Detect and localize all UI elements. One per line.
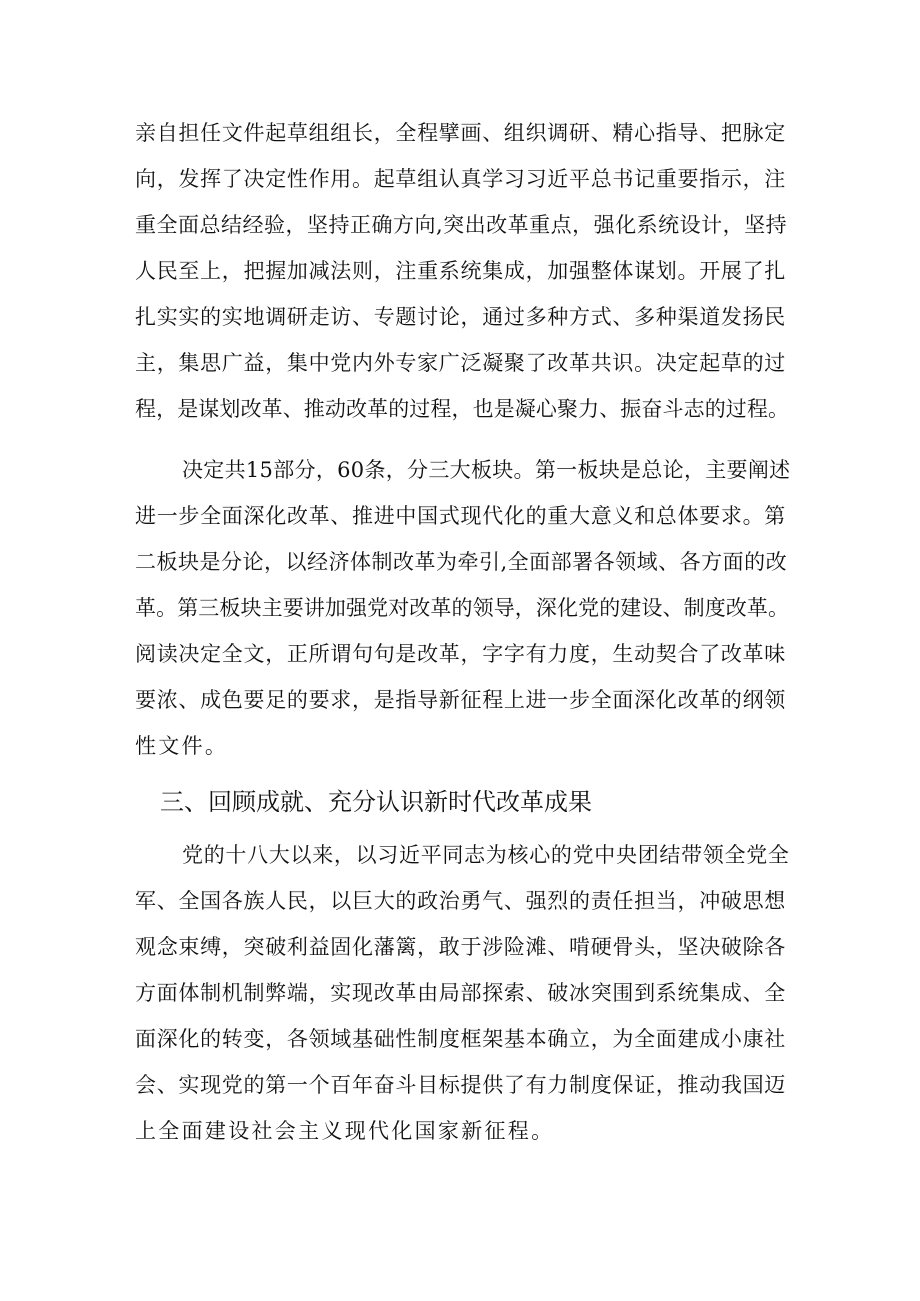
paragraph-3-line-2: 军、全国各族人民，以巨大的政治勇气、强烈的责任担当，冲破思想 [135, 889, 786, 913]
paragraph-2-line-7: 性文件。 [135, 734, 229, 758]
paragraph-2-line-5: 阅读决定全文，正所谓句句是改革，字字有力度，生动契合了改革味 [135, 642, 786, 666]
paragraph-2-line-1: 决定共15部分，60条，分三大板块。第一板块是总论，主要阐述 [182, 458, 791, 482]
paragraph-1-line-7: 程，是谋划改革、推动改革的过程，也是凝心聚力、振奋斗志的过程。 [135, 397, 790, 421]
paragraph-3-line-4: 方面体制机制弊端，实现改革由局部探索、破冰突围到系统集成、全 [135, 981, 786, 1005]
paragraph-1-line-1: 亲自担任文件起草组组长，全程擘画、组织调研、精心指导、把脉定 [135, 121, 786, 145]
paragraph-1-line-3: 重全面总结经验，坚持正确方向,突出改革重点，强化系统设计，坚持 [135, 213, 788, 237]
paragraph-1-line-2: 向，发挥了决定性作用。起草组认真学习习近平总书记重要指示，注 [135, 167, 786, 191]
paragraph-3-line-5: 面深化的转变，各领域基础性制度框架基本确立，为全面建成小康社 [135, 1027, 786, 1051]
paragraph-2-line-4: 革。第三板块主要讲加强党对改革的领导，深化党的建设、制度改革。 [135, 596, 790, 620]
paragraph-1-line-6: 主，集思广益，集中党内外专家广泛凝聚了改革共识。决定起草的过 [135, 351, 786, 375]
section-heading: 三、回顾成就、充分认识新时代改革成果 [160, 788, 592, 816]
paragraph-3-line-3: 观念束缚，突破利益固化藩篱，敢于涉险滩、啃硬骨头，坚决破除各 [135, 935, 786, 959]
paragraph-2-line-6: 要浓、成色要足的要求，是指导新征程上进一步全面深化改革的纲领 [135, 688, 786, 712]
paragraph-3-line-1: 党的十八大以来，以习近平同志为核心的党中央团结带领全党全 [182, 843, 790, 867]
paragraph-2-line-3: 二板块是分论，以经济体制改革为牵引,全面部署各领域、各方面的改 [135, 550, 788, 574]
paragraph-1-line-4: 人民至上，把握加减法则，注重系统集成，加强整体谋划。开展了扎 [135, 259, 786, 283]
paragraph-2-line-2: 进一步全面深化改革、推进中国式现代化的重大意义和总体要求。第 [135, 504, 786, 528]
paragraph-1-line-5: 扎实实的实地调研走访、专题讨论，通过多种方式、多种渠道发扬民 [135, 305, 786, 329]
paragraph-3-line-7: 上全面建设社会主义现代化国家新征程。 [135, 1119, 555, 1143]
paragraph-3-line-6: 会、实现党的第一个百年奋斗目标提供了有力制度保证，推动我国迈 [135, 1073, 786, 1097]
